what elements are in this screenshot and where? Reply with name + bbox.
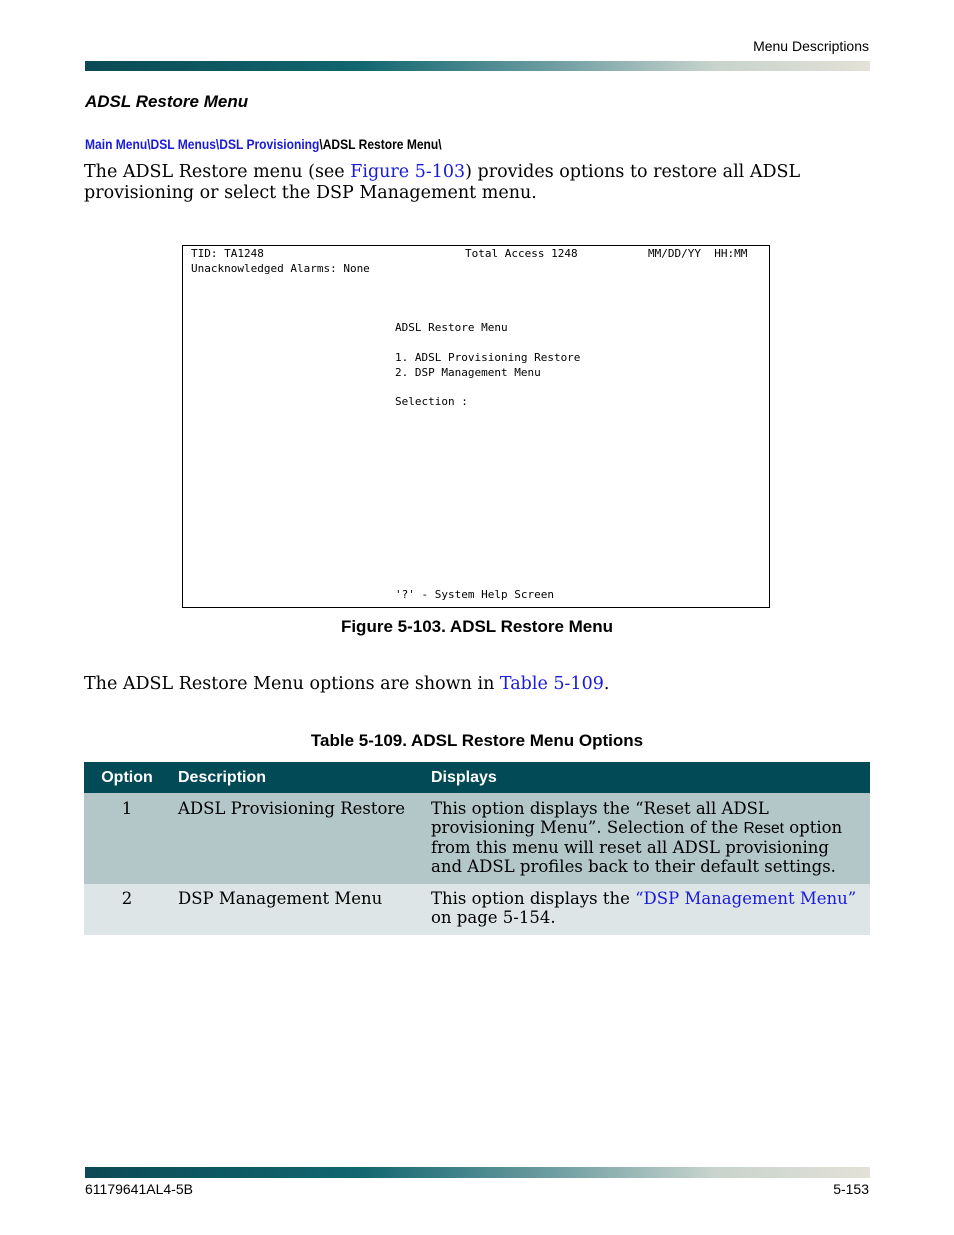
terminal-product: Total Access 1248 <box>465 247 578 260</box>
table-header-row <box>84 762 870 793</box>
figure-link[interactable]: Figure 5-103 <box>350 162 466 182</box>
dsp-management-menu-link[interactable]: “DSP Management Menu” <box>635 889 857 908</box>
table-link[interactable]: Table 5-109 <box>499 674 604 694</box>
table-row <box>84 793 870 884</box>
reset-keyword: Reset <box>743 820 784 837</box>
terminal-alarms: Unacknowledged Alarms: None <box>191 262 370 275</box>
header-option: Option <box>84 762 170 793</box>
section-title: ADSL Restore Menu <box>85 92 249 111</box>
cell-description: DSP Management Menu <box>170 884 423 935</box>
header-description: Description <box>170 762 423 793</box>
cell-option: 1 <box>84 793 170 884</box>
running-header: Menu Descriptions <box>753 38 869 54</box>
breadcrumb <box>85 136 442 152</box>
figure-caption: Figure 5-103. ADSL Restore Menu <box>340 617 614 636</box>
header-rule <box>85 61 870 71</box>
cell-option: 2 <box>84 884 170 935</box>
terminal-screen <box>182 245 770 608</box>
terminal-menu-title: ADSL Restore Menu <box>395 321 508 334</box>
document-number: 61179641AL4-5B <box>85 1181 193 1197</box>
page-number: 5-153 <box>833 1181 869 1197</box>
table-caption: Table 5-109. ADSL Restore Menu Options <box>310 731 644 750</box>
breadcrumb-link-dsl-menus[interactable]: DSL Menus\ <box>150 136 220 152</box>
intro-paragraph: The ADSL Restore menu (see Figure 5-103) provides options to restore all ADSL provisioning or select the DSP Management menu. <box>84 162 801 203</box>
options-table <box>84 762 870 935</box>
cell-description: ADSL Provisioning Restore <box>170 793 423 884</box>
terminal-option-1[interactable]: 1. ADSL Provisioning Restore <box>395 351 581 364</box>
cell-displays: This option displays the “Reset all ADSL provisioning Menu”. Selection of the Reset option from this menu will reset all ADSL provisioning and ADSL profiles back to their default settings. <box>423 793 870 884</box>
breadcrumb-link-dsl-provisioning[interactable]: DSL Provisioning <box>219 136 320 152</box>
terminal-tid: TID: TA1248 <box>191 247 264 260</box>
header-displays: Displays <box>423 762 870 793</box>
terminal-datetime: MM/DD/YY HH:MM <box>648 247 748 260</box>
breadcrumb-current: \ADSL Restore Menu\ <box>319 136 442 152</box>
footer-rule <box>85 1167 870 1178</box>
terminal-selection-prompt[interactable]: Selection : <box>395 395 468 408</box>
cell-displays: This option displays the “DSP Management Menu” on page 5-154. <box>423 884 870 935</box>
breadcrumb-link-main-menu[interactable]: Main Menu\ <box>85 136 151 152</box>
table-intro-paragraph: The ADSL Restore Menu options are shown in Table 5-109. <box>84 674 610 694</box>
table-row <box>84 884 870 935</box>
terminal-help-hint: '?' - System Help Screen <box>395 588 554 601</box>
terminal-option-2[interactable]: 2. DSP Management Menu <box>395 366 541 379</box>
